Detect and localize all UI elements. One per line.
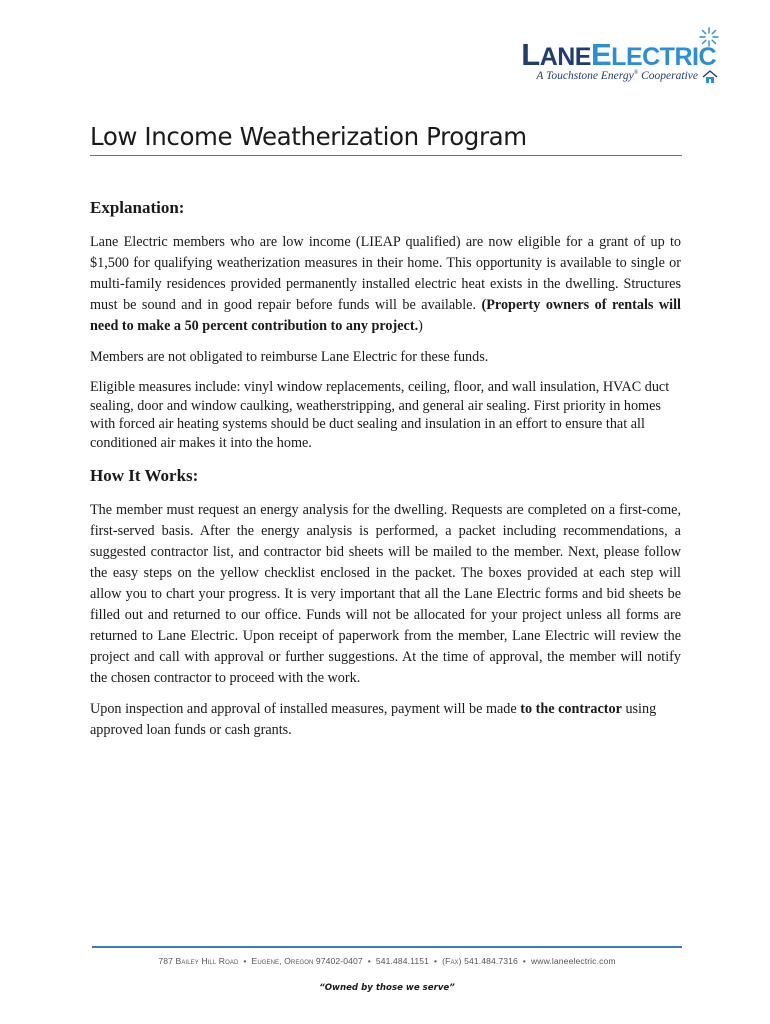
eligible-measures-paragraph: Eligible measures include: vinyl window replacements, ceiling, floor, and wall insulation, HVAC duct sealing, door and window caulking, weatherstripping, and general air sealing. First priority in homes with forced air heating systems should be duct sealing and insulation in an effort to ensure that all conditioned air makes it into the home. [90,379,670,451]
explanation-paragraph-2: Members are not obligated to reimburse Lane Electric for these funds. [90,349,489,365]
logo-lane: LANE [521,37,591,72]
footer-motto: “Owned by those we serve” [319,983,455,993]
touchstone-house-icon [702,70,718,84]
footer-contact-line: 787 Bailey Hill Road • Eugene, Oregon 97402-0407 • 541.484.1151 • (Fax) 541.484.7316 • www.laneelectric.com [158,956,616,966]
rental-contribution-note: Property owners of rentals will need to make a 50 percent contribution to any project. [90,297,681,334]
how-it-works-paragraph-1: The member must request an energy analysis for the dwelling. Requests are completed on a first-come, first-served basis. After the energy analysis is performed, a packet including recommendations, a suggested contractor list, and contractor bid sheets will be mailed to the member. Next, please follow the easy steps on the yellow checklist enclosed in the packet. The boxes provided at each step will allow you to chart your progress. It is very important that all the Lane Electric forms and bid sheets be filled out and returned to our office. Funds will not be allocated for your project unless all forms are returned to Lane Electric. Upon receipt of paperwork from the member, Lane Electric will review the project and call with approval or further suggestions. At the time of approval, the member will notify the chosen contractor to proceed with the work. [90,502,681,686]
footer-address: 787 Bailey Hill Road [158,956,239,966]
how-it-works-heading: How It Works: [90,466,199,485]
explanation-paragraph-1: Lane Electric members who are low income (LIEAP qualified) are now eligible for a grant of up to $1,500 for qualifying weatherization measures in their home. This opportunity is available to single or multi-family residences provided permanently installed electric heat exists in the dwelling. Structures must be sound and in good repair before funds will be available. (Property owners of rentals will need to make a 50 percent contribution to any project.) [90,234,681,334]
footer-website-link[interactable]: www.laneelectric.com [530,956,616,966]
footer-fax: (Fax) 541.484.7316 [442,956,518,966]
how-it-works-paragraph-2: Upon inspection and approval of installed measures, payment will be made to the contractor using approved loan funds or cash grants. [90,701,657,738]
lane-electric-logo [514,30,724,90]
footer-divider [92,946,682,948]
footer-phone: 541.484.1151 [375,956,430,966]
logo-electric: ELECTRIC [590,37,716,72]
contractor-emphasis: to the contractor [520,701,622,717]
logo-tagline: A Touchstone Energy® Cooperative [536,70,698,82]
page-title: Low Income Weatherization Program [90,121,682,156]
document-body [90,196,681,751]
logo-wordmark [521,37,716,72]
explanation-heading: Explanation: [90,198,185,217]
footer-city: Eugene, Oregon 97402-0407 [251,956,363,966]
